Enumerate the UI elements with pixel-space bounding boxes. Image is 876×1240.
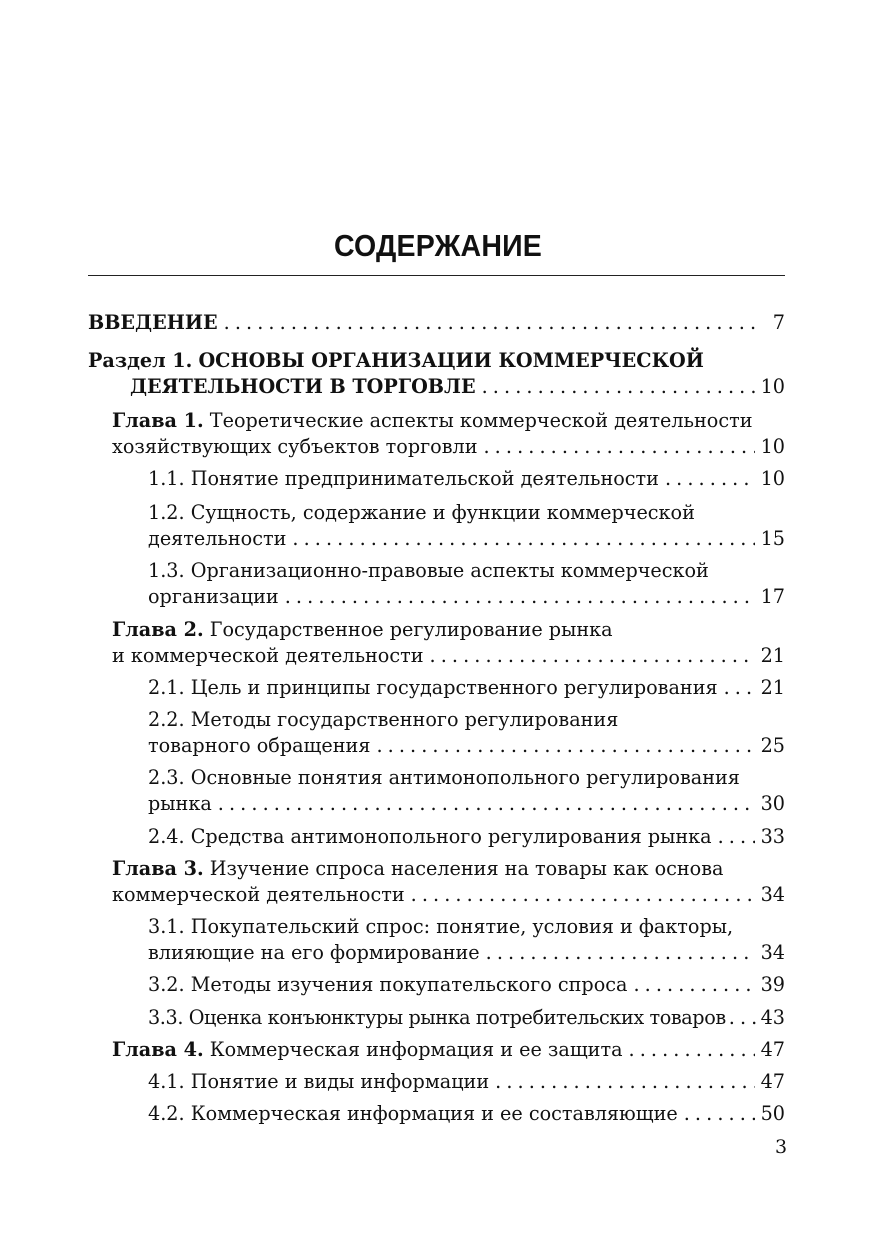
toc-entry-2-2[interactable] [148,707,785,759]
toc-entry-title-line1: 2.3. Основные понятия антимонопольного регулирования [148,766,740,789]
leader-dots [495,1069,754,1095]
toc-entry-title-line1: 2.1. Цель и принципы государственного регулирования [148,676,718,699]
toc-page-number: 34 [760,883,785,906]
toc-entry-title-line2: организации [148,585,279,608]
toc-page-number: 34 [760,941,785,964]
toc-entry-title-line1: 1.2. Сущность, содержание и функции коммерческой [148,501,695,524]
toc-page-number: 21 [760,676,785,699]
leader-dots [684,1101,755,1127]
toc-entry-title-line2: товарного обращения [148,734,371,757]
leader-dots [218,791,755,817]
leader-dots [718,824,755,850]
toc-entry-1-2[interactable] [148,500,785,552]
toc-page-number: 17 [760,585,785,608]
toc-entry-title-line1: 4.1. Понятие и виды информации [148,1070,490,1093]
leader-dots [430,643,755,669]
toc-entry-prefix: Глава 3. [112,857,204,880]
leader-dots [729,1005,758,1031]
toc-entry-title-line1: 2.2. Методы государственного регулирования [148,708,619,731]
toc-entry-2-4[interactable] [148,824,785,850]
toc-entry-title-line1: 2.4. Средства антимонопольного регулирования рынка [148,825,712,848]
toc-entry-3-1[interactable] [148,914,785,966]
toc-page-number: 10 [760,435,785,458]
toc-page-number: 39 [760,973,785,996]
toc-entry-3-3[interactable] [148,1005,785,1031]
toc-entry-title-line2: хозяйствующих субъектов торговли [112,435,478,458]
toc-entry-title-line1: Государственное регулирование рынка [209,618,613,641]
toc-page-number: 10 [760,375,785,398]
toc-page-number: 25 [760,734,785,757]
leader-dots [665,466,755,492]
leader-dots [486,940,755,966]
toc-page-number: 47 [760,1038,785,1061]
toc-entry-4-1[interactable] [148,1069,785,1095]
toc-entry-prefix: Глава 4. [112,1038,204,1061]
toc-entry-prefix: Раздел 1. [88,349,193,372]
toc-entry-title-line1: 4.2. Коммерческая информация и ее составляющие [148,1102,678,1125]
toc-page-number: 50 [760,1102,785,1125]
leader-dots [724,675,755,701]
toc-entry-title-line2: рынка [148,792,212,815]
toc-entry-title-line1: Изучение спроса населения на товары как основа [209,857,724,880]
toc-entry-chapter-3[interactable] [112,856,785,908]
toc-entry-1-3[interactable] [148,558,785,610]
toc-entry-title-line2: влияющие на его формирование [148,941,480,964]
leader-dots [482,374,755,400]
toc-page-number: 33 [760,825,785,848]
leader-dots [376,733,754,759]
toc-page-number: 7 [772,311,785,334]
leader-dots [292,526,754,552]
leader-dots [483,434,754,460]
toc-entry-chapter-1[interactable] [112,408,785,460]
toc-entry-label: ВВЕДЕНИЕ [88,311,218,334]
toc-entry-title-line1: 1.1. Понятие предпринимательской деятельности [148,467,659,490]
toc-entry-section-1[interactable] [88,348,785,400]
toc-entry-introduction[interactable] [88,310,785,336]
toc-page-number: 15 [760,527,785,550]
toc-entry-4-2[interactable] [148,1101,785,1127]
toc-page-number: 30 [760,792,785,815]
leader-dots [629,1037,755,1063]
toc-entry-3-2[interactable] [148,972,785,998]
toc-entry-title-line2: и коммерческой деятельности [112,644,424,667]
title-divider [88,275,785,276]
page-title: СОДЕРЖАНИЕ [333,228,543,263]
toc-entry-title-line1: ОСНОВЫ ОРГАНИЗАЦИИ КОММЕРЧЕСКОЙ [198,349,704,372]
toc-entry-2-3[interactable] [148,765,785,817]
toc-entry-title-line1: Коммерческая информация и ее защита [209,1038,623,1061]
toc-entry-title-line1: 3.1. Покупательский спрос: понятие, условия и факторы, [148,915,734,938]
toc-page-number: 21 [760,644,785,667]
leader-dots [411,882,755,908]
toc-entry-title-line2: деятельности [148,527,287,550]
toc-entry-prefix: Глава 2. [112,618,204,641]
toc-entry-prefix: Глава 1. [112,409,204,432]
toc-entry-chapter-4[interactable] [112,1037,785,1063]
toc-entry-1-1[interactable] [148,466,785,492]
leader-dots [633,972,754,998]
toc-entry-chapter-2[interactable] [112,617,785,669]
toc-entry-title-line2: ДЕЯТЕЛЬНОСТИ В ТОРГОВЛЕ [130,375,476,398]
toc-page-number: 47 [760,1070,785,1093]
toc-entry-title-line1: Теоретические аспекты коммерческой деятельности [209,409,753,432]
toc-entry-title-line2: коммерческой деятельности [112,883,405,906]
leader-dots [224,310,757,336]
toc-entry-title-line1: 1.3. Организационно-правовые аспекты коммерческой [148,559,709,582]
toc-entry-title-line1: 3.3. Оценка конъюнктуры рынка потребительских товаров [148,1006,726,1029]
toc-entry-2-1[interactable] [148,675,785,701]
toc-page-number: 10 [760,467,785,490]
toc-entry-title-line1: 3.2. Методы изучения покупательского спроса [148,973,628,996]
page-number: 3 [775,1136,788,1158]
toc-page-number: 43 [760,1006,785,1029]
leader-dots [285,584,755,610]
